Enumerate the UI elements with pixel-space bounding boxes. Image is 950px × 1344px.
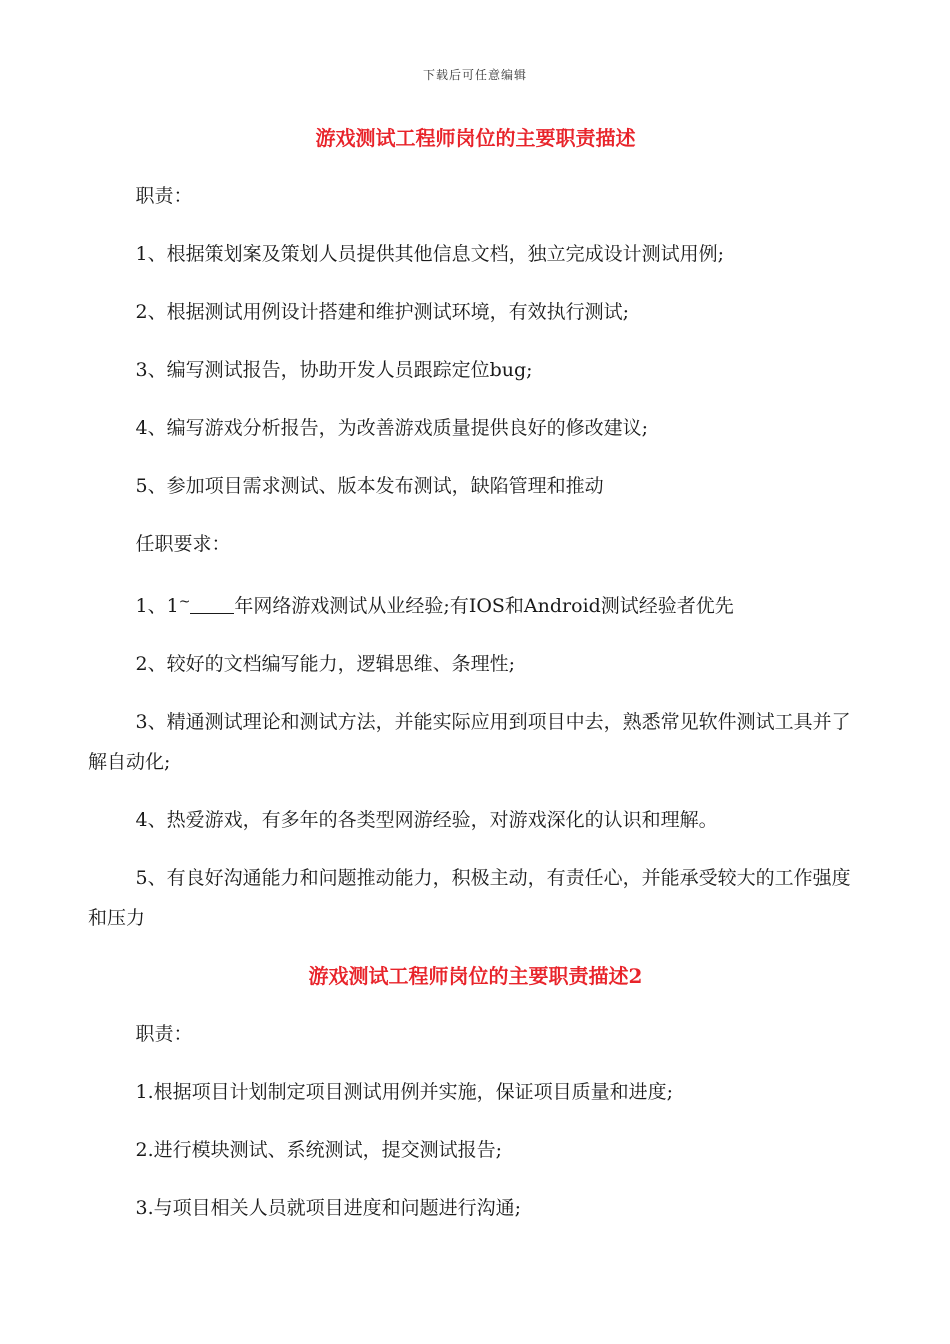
header-note: 下载后可任意编辑 bbox=[422, 68, 527, 82]
section1-duty-2: 2、根据测试用例设计搭建和维护测试环境，有效执行测试; bbox=[135, 301, 629, 323]
section2-duties-heading: 职责： bbox=[135, 1023, 193, 1045]
section2-duty-3: 3.与项目相关人员就项目进度和问题进行沟通; bbox=[135, 1197, 522, 1219]
requirement-1-suffix: 年网络游戏测试从业经验;有IOS和Android测试经验者优先 bbox=[234, 595, 734, 617]
section2-duty-1: 1.根据项目计划制定项目测试用例并实施，保证项目质量和进度; bbox=[135, 1081, 674, 1103]
section1-requirement-5: 5、有良好沟通能力和问题推动能力，积极主动，有责任心，并能承受较大的工作强度和压力 bbox=[88, 867, 851, 929]
section1-requirements-heading: 任职要求： bbox=[135, 533, 231, 555]
section2-duty-2: 2.进行模块测试、系统测试，提交测试报告; bbox=[135, 1139, 503, 1161]
section1-requirement-3: 3、精通测试理论和测试方法，并能实际应用到项目中去，熟悉常见软件测试工具并了解自动化; bbox=[88, 711, 851, 773]
section1-duty-1: 1、根据策划案及策划人员提供其他信息文档，独立完成设计测试用例; bbox=[135, 243, 724, 265]
section1-requirement-4: 4、热爱游戏，有多年的各类型网游经验，对游戏深化的认识和理解。 bbox=[135, 809, 718, 831]
section1-title: 游戏测试工程师岗位的主要职责描述 bbox=[315, 126, 636, 150]
requirement-1-tilde: ~ bbox=[178, 594, 191, 610]
fill-in-blank bbox=[190, 595, 234, 614]
section2-title: 游戏测试工程师岗位的主要职责描述2 bbox=[308, 964, 643, 988]
document-body bbox=[88, 118, 863, 1246]
section1-requirement-1 bbox=[88, 582, 863, 626]
section1-duty-5: 5、参加项目需求测试、版本发布测试，缺陷管理和推动 bbox=[135, 475, 604, 497]
section1-duties-heading: 职责： bbox=[135, 185, 193, 207]
section1-duty-4: 4、编写游戏分析报告，为改善游戏质量提供良好的修改建议; bbox=[135, 417, 648, 439]
section1-requirement-2: 2、较好的文档编写能力，逻辑思维、条理性; bbox=[135, 653, 515, 675]
section1-duty-3: 3、编写测试报告，协助开发人员跟踪定位bug; bbox=[135, 359, 533, 381]
requirement-1-prefix: 1、1 bbox=[135, 595, 179, 617]
